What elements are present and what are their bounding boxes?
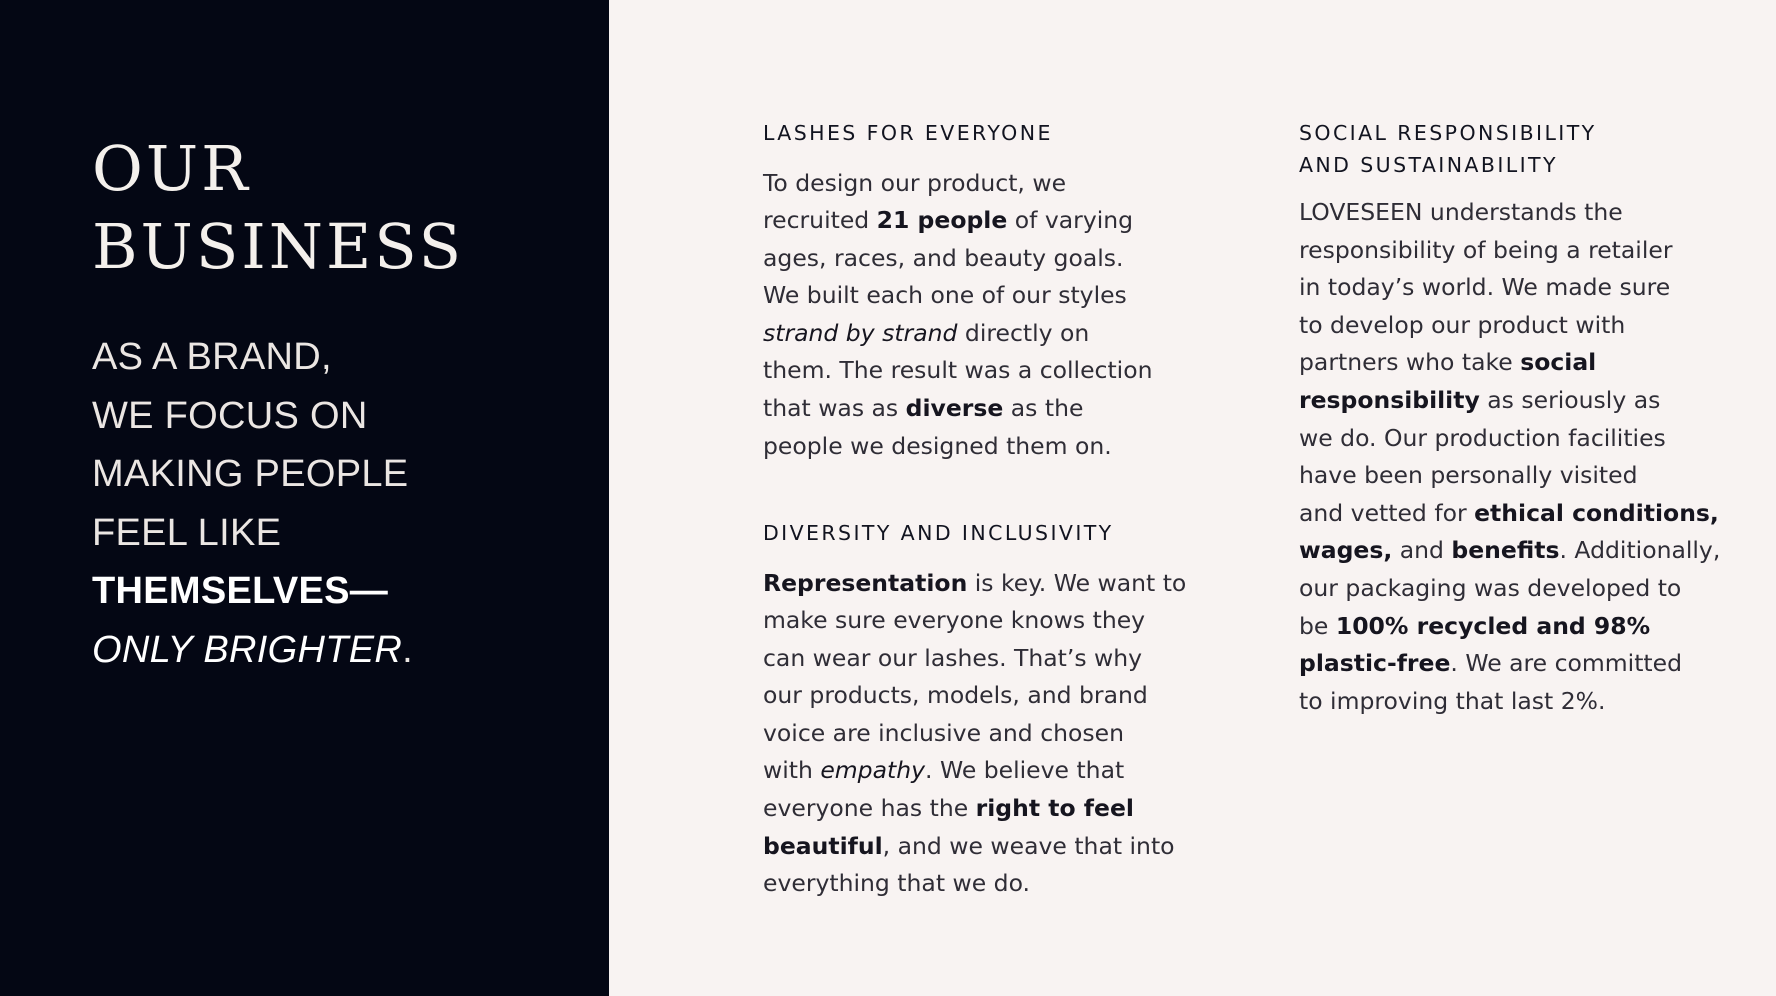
- body-line: [1299, 570, 1720, 608]
- italic-text: empathy: [820, 756, 926, 785]
- bold-text: plastic-free: [1299, 649, 1451, 678]
- text: in today’s world. We made sure: [1299, 273, 1671, 302]
- body-line: [763, 715, 1186, 753]
- text: can wear our lashes. That’s why: [763, 643, 1143, 672]
- bold-text: responsibility: [1299, 385, 1480, 414]
- bold-text: Representation: [763, 568, 968, 597]
- body-line: [1299, 382, 1720, 420]
- tagline-line: WE FOCUS ON: [92, 394, 368, 437]
- text: and: [1392, 536, 1452, 565]
- body-line: [1299, 532, 1720, 570]
- text: . We are committed: [1450, 649, 1683, 678]
- text: We built each one of our styles: [763, 281, 1127, 310]
- body-line: [763, 790, 1186, 828]
- bold-text: diverse: [905, 394, 1004, 423]
- text: people we designed them on.: [763, 431, 1112, 460]
- body-line: [763, 165, 1152, 203]
- body-line: [1299, 457, 1720, 495]
- body-line: [763, 352, 1152, 390]
- text: our products, models, and brand: [763, 681, 1148, 710]
- text: , and we weave that into: [882, 831, 1175, 860]
- body-line: [763, 865, 1186, 903]
- text: is key. We want to: [967, 568, 1187, 597]
- section-body: [763, 565, 1186, 903]
- body-line: [763, 602, 1186, 640]
- body-line: [1299, 232, 1720, 270]
- section-body: [763, 165, 1152, 466]
- text: with: [763, 756, 821, 785]
- body-line: [763, 565, 1186, 603]
- body-line: [1299, 307, 1720, 345]
- text: everyone has the: [763, 794, 976, 823]
- section-heading-text: DIVERSITY AND INCLUSIVITY: [763, 521, 1114, 545]
- section-heading-line: AND SUSTAINABILITY: [1299, 152, 1558, 177]
- body-line: [763, 428, 1152, 466]
- body-line: [1299, 645, 1720, 683]
- text: of varying: [1007, 206, 1134, 235]
- text: . Additionally,: [1559, 536, 1721, 565]
- bold-text: right to feel: [975, 794, 1134, 823]
- italic-text: strand by strand: [763, 318, 958, 347]
- body-line: [1299, 495, 1720, 533]
- body-line: [1299, 420, 1720, 458]
- title-line-1: OUR: [92, 132, 251, 205]
- tagline-period: .: [402, 628, 413, 671]
- section-heading: [1299, 118, 1720, 181]
- bold-text: 21 people: [876, 206, 1008, 235]
- body-line: [763, 202, 1152, 240]
- body-line: [1299, 194, 1720, 232]
- text: To design our product, we: [763, 168, 1067, 197]
- body-line: [763, 277, 1152, 315]
- body-line: [1299, 608, 1720, 646]
- body-line: [763, 315, 1152, 353]
- section-heading: [763, 118, 1152, 150]
- body-line: [763, 640, 1186, 678]
- body-line: [763, 752, 1186, 790]
- text: have been personally visited: [1299, 461, 1638, 490]
- text: to improving that last 2%.: [1299, 686, 1606, 715]
- bold-text: social: [1520, 348, 1597, 377]
- text: that was as: [763, 394, 906, 423]
- left-panel: [0, 0, 609, 996]
- tagline-line: AS A BRAND,: [92, 336, 332, 378]
- text: partners who take: [1299, 348, 1521, 377]
- tagline-line-final: [92, 621, 413, 680]
- text: voice are inclusive and chosen: [763, 718, 1124, 747]
- text: ages, races, and beauty goals.: [763, 243, 1124, 272]
- body-line: [763, 390, 1152, 428]
- section-heading-text: LASHES FOR EVERYONE: [763, 121, 1053, 145]
- brand-tagline: [92, 328, 413, 679]
- body-line: [763, 828, 1186, 866]
- text: to develop our product with: [1299, 310, 1626, 339]
- text: directly on: [957, 318, 1090, 347]
- bold-text: beautiful: [763, 831, 883, 860]
- bold-text: 100% recycled and 98%: [1335, 611, 1651, 640]
- bold-text: wages,: [1299, 536, 1393, 565]
- tagline-line: MAKING PEOPLE: [92, 453, 409, 495]
- text: as the: [1003, 394, 1084, 423]
- text: responsibility of being a retailer: [1299, 235, 1673, 264]
- text: be: [1299, 611, 1336, 640]
- body-line: [1299, 344, 1720, 382]
- text: as seriously as: [1479, 385, 1661, 414]
- tagline-line: FEEL LIKE: [92, 511, 282, 554]
- section-lashes-for-everyone: [763, 118, 1152, 465]
- text: recruited: [763, 206, 877, 235]
- body-line: [1299, 683, 1720, 721]
- body-line: [763, 240, 1152, 278]
- text: we do. Our production facilities: [1299, 423, 1666, 452]
- text: and vetted for: [1299, 498, 1475, 527]
- title-line-2: BUSINESS: [92, 210, 465, 283]
- body-line: [763, 677, 1186, 715]
- section-social-responsibility: [1299, 118, 1720, 720]
- text: make sure everyone knows they: [763, 606, 1146, 635]
- bold-text: benefits: [1451, 536, 1560, 565]
- text: everything that we do.: [763, 869, 1031, 898]
- section-body: [1299, 194, 1720, 720]
- text: . We believe that: [925, 756, 1125, 785]
- text: LOVESEEN understands the: [1299, 198, 1623, 226]
- bold-text: ethical conditions,: [1474, 498, 1719, 527]
- tagline-line-emphasis: THEMSELVES—: [92, 570, 389, 612]
- text: our packaging was developed to: [1299, 573, 1682, 602]
- text: them. The result was a collection: [763, 356, 1153, 385]
- section-heading-line: SOCIAL RESPONSIBILITY: [1299, 121, 1597, 145]
- body-line: [1299, 269, 1720, 307]
- tagline-italic: ONLY BRIGHTER: [92, 628, 403, 671]
- page-title: [92, 130, 464, 286]
- section-heading: [763, 518, 1186, 550]
- section-diversity-and-inclusivity: [763, 518, 1186, 903]
